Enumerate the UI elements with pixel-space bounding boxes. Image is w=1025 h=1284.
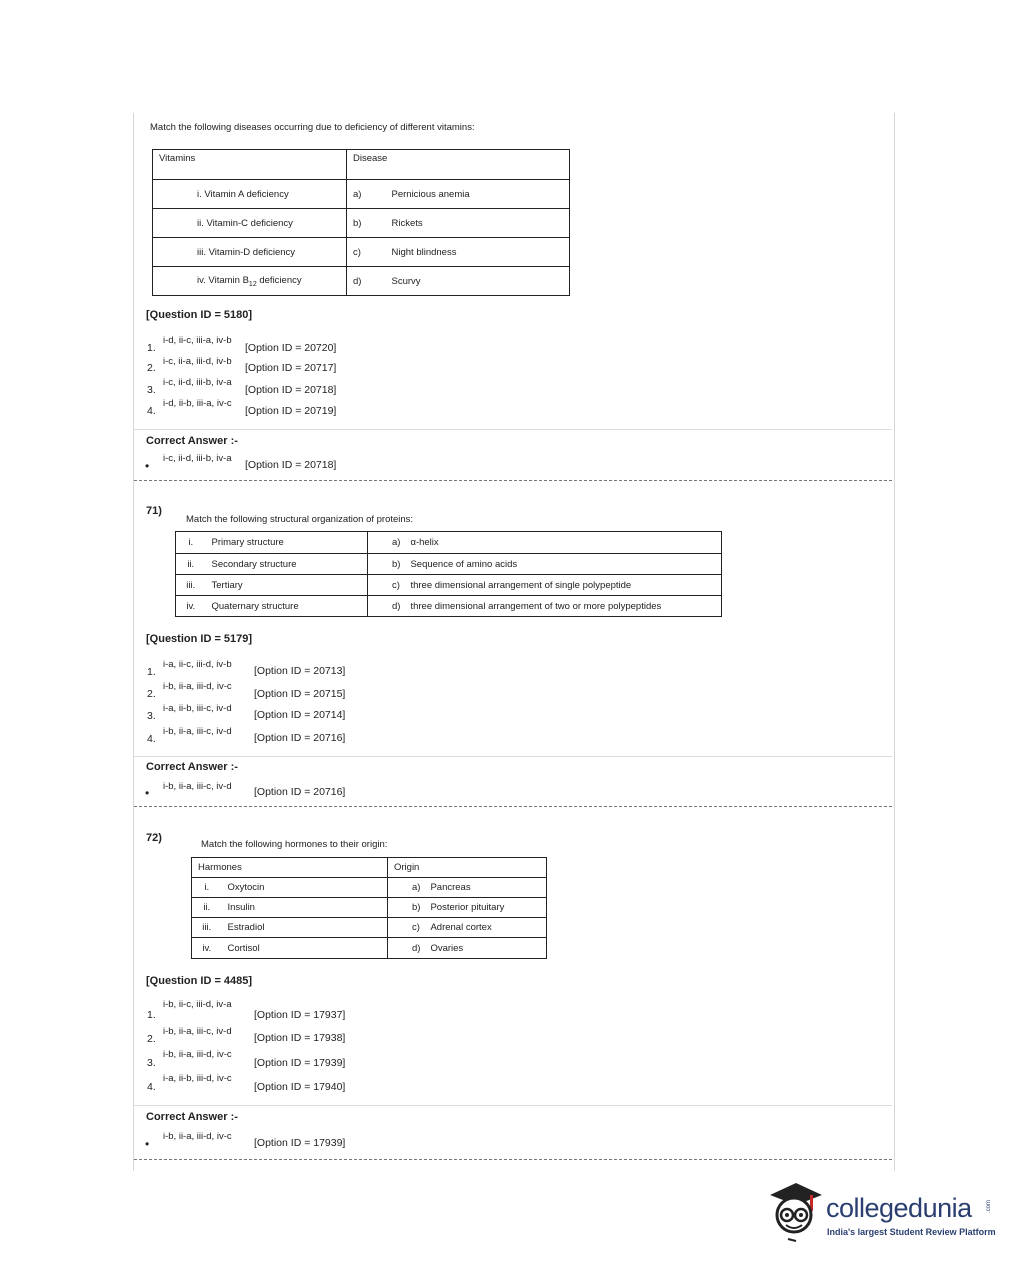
q70-prompt: Match the following diseases occurring due to deficiency of different vitamins: xyxy=(150,122,475,133)
q71-option-3-num: 3. xyxy=(147,710,156,722)
q72-header-origin: Origin xyxy=(388,858,547,878)
q71-answer-text: i-b, ii-a, iii-c, iv-d xyxy=(163,781,232,792)
q70-answer-text: i-c, ii-d, iii-b, iv-a xyxy=(163,453,232,464)
q71-num-2: ii. xyxy=(176,554,206,575)
q72-option-3-id: [Option ID = 17939] xyxy=(254,1057,346,1069)
q72-right-2: Posterior pituitary xyxy=(426,898,546,918)
q72-option-4-id: [Option ID = 17940] xyxy=(254,1081,346,1093)
q72-option-2-id: [Option ID = 17938] xyxy=(254,1032,346,1044)
collegedunia-wordmark[interactable]: collegedunia xyxy=(826,1193,972,1223)
q72-num-4: iv. xyxy=(192,938,222,959)
q72-right-4: Ovaries xyxy=(426,938,546,959)
q70-option-1-num: 1. xyxy=(147,342,156,354)
q70-option-1-text: i-d, ii-c, iii-a, iv-b xyxy=(163,335,232,346)
q70-match-table xyxy=(152,149,570,296)
q72-letter-2: b) xyxy=(388,898,427,918)
q72-left-3: Estradiol xyxy=(222,918,388,938)
q71-question-id: [Question ID = 5179] xyxy=(146,633,253,645)
q70-option-4-text: i-d, ii-b, iii-a, iv-c xyxy=(163,398,232,409)
q72-correct-label: Correct Answer :- xyxy=(146,1111,238,1123)
q71-option-1-id: [Option ID = 20713] xyxy=(254,665,346,677)
q72-divider xyxy=(134,1105,892,1106)
q72-answer-bullet: • xyxy=(145,1137,150,1151)
q71-right-2: Sequence of amino acids xyxy=(406,554,721,575)
q70-letter-1: a) xyxy=(347,180,386,209)
q72-answer-id: [Option ID = 17939] xyxy=(254,1137,346,1149)
q70-right-3: Night blindness xyxy=(386,238,570,267)
q72-match-table xyxy=(191,857,547,959)
q71-option-4-num: 4. xyxy=(147,733,156,745)
q72-option-3-text: i-b, ii-a, iii-d, iv-c xyxy=(163,1049,232,1060)
q72-option-2-num: 2. xyxy=(147,1033,156,1045)
q71-option-3-text: i-a, ii-b, iii-c, iv-d xyxy=(163,703,232,714)
q72-letter-1: a) xyxy=(388,878,427,898)
q71-option-4-text: i-b, ii-a, iii-c, iv-d xyxy=(163,726,232,737)
q71-letter-2: b) xyxy=(368,554,407,575)
q70-question-id: [Question ID = 5180] xyxy=(146,309,253,321)
q71-divider xyxy=(134,756,892,757)
q71-right-4: three dimensional arrangement of two or more polypeptides xyxy=(406,596,721,617)
q71-option-2-id: [Option ID = 20715] xyxy=(254,688,346,700)
q72-letter-3: c) xyxy=(388,918,427,938)
collegedunia-dotcom: .com xyxy=(986,1200,992,1214)
q70-right-4: Scurvy xyxy=(386,267,570,296)
q71-correct-label: Correct Answer :- xyxy=(146,761,238,773)
q72-num-1: i. xyxy=(192,878,222,898)
q70-option-4-num: 4. xyxy=(147,405,156,417)
collegedunia-tagline: India's largest Student Review Platform xyxy=(827,1227,996,1237)
q70-header-disease: Disease xyxy=(347,150,570,180)
q71-right-1: α-helix xyxy=(406,532,721,554)
q71-answer-id: [Option ID = 20716] xyxy=(254,786,346,798)
q70-left-2: ii. Vitamin-C deficiency xyxy=(153,209,347,238)
q70-right-2: Rickets xyxy=(386,209,570,238)
q71-option-1-text: i-a, ii-c, iii-d, iv-b xyxy=(163,659,232,670)
q71-letter-3: c) xyxy=(368,575,407,596)
q71-num-3: iii. xyxy=(176,575,206,596)
q72-option-4-num: 4. xyxy=(147,1081,156,1093)
q71-left-2: Secondary structure xyxy=(206,554,368,575)
q70-left-1: i. Vitamin A deficiency xyxy=(153,180,347,209)
q71-option-2-text: i-b, ii-a, iii-d, iv-c xyxy=(163,681,232,692)
q71-letter-1: a) xyxy=(368,532,407,554)
q72-option-1-id: [Option ID = 17937] xyxy=(254,1009,346,1021)
q72-option-4-text: i-a, ii-b, iii-d, iv-c xyxy=(163,1073,232,1084)
q70-option-1-id: [Option ID = 20720] xyxy=(245,342,337,354)
q72-header-harmones: Harmones xyxy=(192,858,388,878)
q71-letter-4: d) xyxy=(368,596,407,617)
q70-letter-4: d) xyxy=(347,267,386,296)
q71-option-4-id: [Option ID = 20716] xyxy=(254,732,346,744)
q72-left-2: Insulin xyxy=(222,898,388,918)
q72-option-2-text: i-b, ii-a, iii-c, iv-d xyxy=(163,1026,232,1037)
q72-option-3-num: 3. xyxy=(147,1057,156,1069)
q70-option-4-id: [Option ID = 20719] xyxy=(245,405,337,417)
q72-letter-4: d) xyxy=(388,938,427,959)
q70-left-3: iii. Vitamin-D deficiency xyxy=(153,238,347,267)
q72-right-3: Adrenal cortex xyxy=(426,918,546,938)
q71-left-1: Primary structure xyxy=(206,532,368,554)
q71-option-3-id: [Option ID = 20714] xyxy=(254,709,346,721)
q70-option-2-text: i-c, ii-a, iii-d, iv-b xyxy=(163,356,232,367)
q72-right-1: Pancreas xyxy=(426,878,546,898)
q70-letter-2: b) xyxy=(347,209,386,238)
q71-answer-bullet: • xyxy=(145,786,150,800)
q70-answer-id: [Option ID = 20718] xyxy=(245,459,337,471)
q70-option-2-num: 2. xyxy=(147,362,156,374)
q72-option-1-text: i-b, ii-c, iii-d, iv-a xyxy=(163,999,232,1010)
q70-answer-bullet: • xyxy=(145,459,150,473)
q71-num-1: i. xyxy=(176,532,206,554)
q71-left-4: Quaternary structure xyxy=(206,596,368,617)
q71-left-3: Tertiary xyxy=(206,575,368,596)
q72-prompt: Match the following hormones to their origin: xyxy=(201,839,388,850)
q72-num-2: ii. xyxy=(192,898,222,918)
q72-left-4: Cortisol xyxy=(222,938,388,959)
q70-option-3-num: 3. xyxy=(147,384,156,396)
q70-letter-3: c) xyxy=(347,238,386,267)
collegedunia-mascot-icon[interactable] xyxy=(766,1177,824,1247)
q70-right-1: Pernicious anemia xyxy=(386,180,570,209)
q71-prompt: Match the following structural organization of proteins: xyxy=(186,514,414,525)
q71-match-table xyxy=(175,531,722,617)
q72-num-3: iii. xyxy=(192,918,222,938)
q70-option-3-id: [Option ID = 20718] xyxy=(245,384,337,396)
q70-divider xyxy=(134,429,892,430)
q71-num-4: iv. xyxy=(176,596,206,617)
q71-option-1-num: 1. xyxy=(147,666,156,678)
q71-right-3: three dimensional arrangement of single polypeptide xyxy=(406,575,721,596)
q70-end-dashed-line xyxy=(134,480,892,481)
q70-correct-label: Correct Answer :- xyxy=(146,435,238,447)
q72-option-1-num: 1. xyxy=(147,1009,156,1021)
q72-number: 72) xyxy=(146,832,162,844)
q72-end-dashed-line xyxy=(134,1159,892,1160)
q72-left-1: Oxytocin xyxy=(222,878,388,898)
q70-option-2-id: [Option ID = 20717] xyxy=(245,362,337,374)
q72-question-id: [Question ID = 4485] xyxy=(146,975,253,987)
q71-option-2-num: 2. xyxy=(147,688,156,700)
q71-number: 71) xyxy=(146,505,162,517)
q72-answer-text: i-b, ii-a, iii-d, iv-c xyxy=(163,1131,232,1142)
q70-left-4: iv. Vitamin $B_{12}$ deficiency xyxy=(153,267,347,296)
q70-option-3-text: i-c, ii-d, iii-b, iv-a xyxy=(163,377,232,388)
q71-end-dashed-line xyxy=(134,806,892,807)
q70-header-vitamins: Vitamins xyxy=(153,150,347,180)
